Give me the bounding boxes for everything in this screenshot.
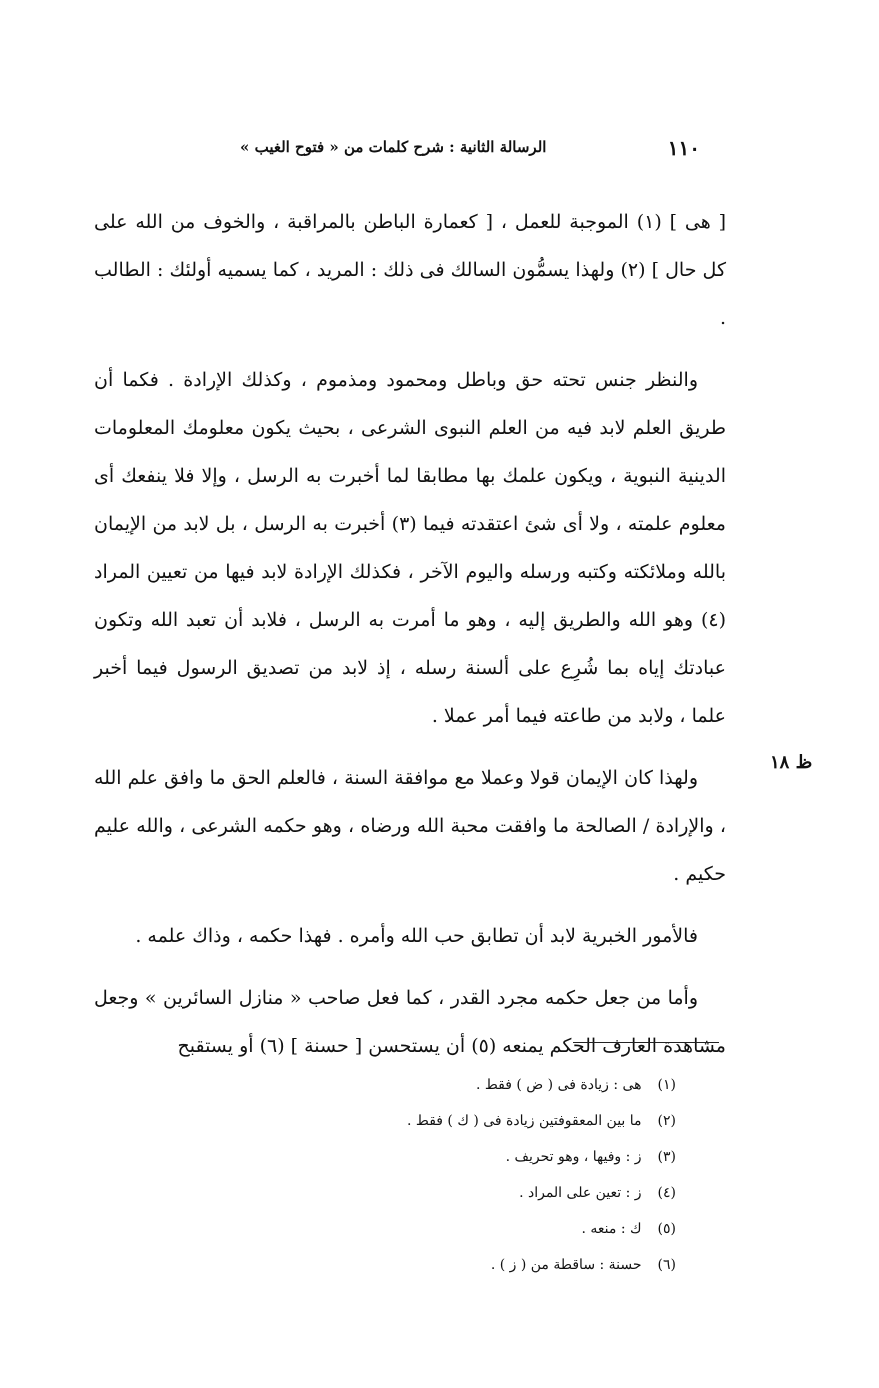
running-title: الرسالة الثانية : شرح كلمات من « فتوح الغيب » (240, 138, 547, 156)
paragraph: [ هى ] (١) الموجبة للعمل ، [ كعمارة الباطن بالمراقبة ، والخوف من الله على كل حال ] (٢) ولهذا يسمُّون السالك فى ذلك : المريد ، كما يسميه أولئك : الطالب . (94, 211, 726, 329)
footnote-text: هى : زيادة فى ( ض ) فقط . (475, 1077, 642, 1093)
footnote-number: (١) (657, 1077, 676, 1093)
footnote-text: ما بين المعقوفتين زيادة فى ( ك ) فقط . (407, 1113, 642, 1129)
footnote (300, 1216, 676, 1252)
footnote (300, 1180, 676, 1216)
footnote (300, 1144, 676, 1180)
footnote-text: ز : وفيها ، وهو تحريف . (505, 1149, 642, 1165)
footnote (300, 1108, 676, 1144)
paragraph: وأما من جعل حكمه مجرد القدر ، كما فعل صاحب « منازل السائرين » وجعل مشاهدة العارف الحكم يمنعه (٥) أن يستحسن [ حسنة ] (٦) أو يستقبح (94, 987, 726, 1057)
footnote (300, 1072, 676, 1108)
footnote-text: ز : تعين على المراد . (519, 1185, 642, 1201)
footnote-number: (٢) (657, 1113, 676, 1129)
footnote (300, 1252, 676, 1288)
body-text (94, 198, 726, 1084)
paragraph: ولهذا كان الإيمان قولا وعملا مع موافقة السنة ، فالعلم الحق ما وافق علم الله ، والإرادة / الصالحة ما وافقت محبة الله ورضاه ، وهو حكمه الشرعى ، والله عليم حكيم . (94, 767, 726, 885)
footnote-number: (٥) (657, 1221, 676, 1237)
footnote-separator (573, 1042, 719, 1043)
page-header (240, 136, 700, 166)
paragraph: والنظر جنس تحته حق وباطل ومحمود ومذموم ، وكذلك الإرادة . فكما أن طريق العلم لابد فيه من العلم النبوى الشرعى ، بحيث يكون معلومك المعلومات الدينية النبوية ، ويكون علمك بها مطابقا لما أخبرت به الرسل ، وإلا فلا ينفعك أى معلوم علمته ، ولا أى شئ اعتقدته فيما (٣) أخبرت به الرسل ، بل لابد من الإيمان بالله وملائكته وكتبه ورسله واليوم الآخر ، فكذلك الإرادة لابد فيها من تعيين المراد (٤) وهو الله والطريق إليه ، وهو ما أمرت به الرسل ، فلابد أن تعبد الله وتكون عبادتك إياه بما شُرِع على ألسنة رسله ، إذ لابد من تصديق الرسول فيما أخبر علما ، ولابد من طاعته فيما أمر عملا . (94, 369, 726, 727)
footnote-number: (٦) (657, 1257, 676, 1273)
paragraph: فالأمور الخبرية لابد أن تطابق حب الله وأمره . فهذا حكمه ، وذاك علمه . (135, 925, 698, 947)
footnote-text: ك : منعه . (581, 1221, 642, 1237)
margin-note: ظ ١٨ (770, 752, 813, 773)
page-number: ١١٠ (667, 136, 700, 160)
footnote-text: حسنة : ساقطة من ( ز ) . (490, 1257, 642, 1273)
footnotes (300, 1072, 676, 1288)
footnote-number: (٣) (657, 1149, 676, 1165)
footnote-number: (٤) (657, 1185, 676, 1201)
